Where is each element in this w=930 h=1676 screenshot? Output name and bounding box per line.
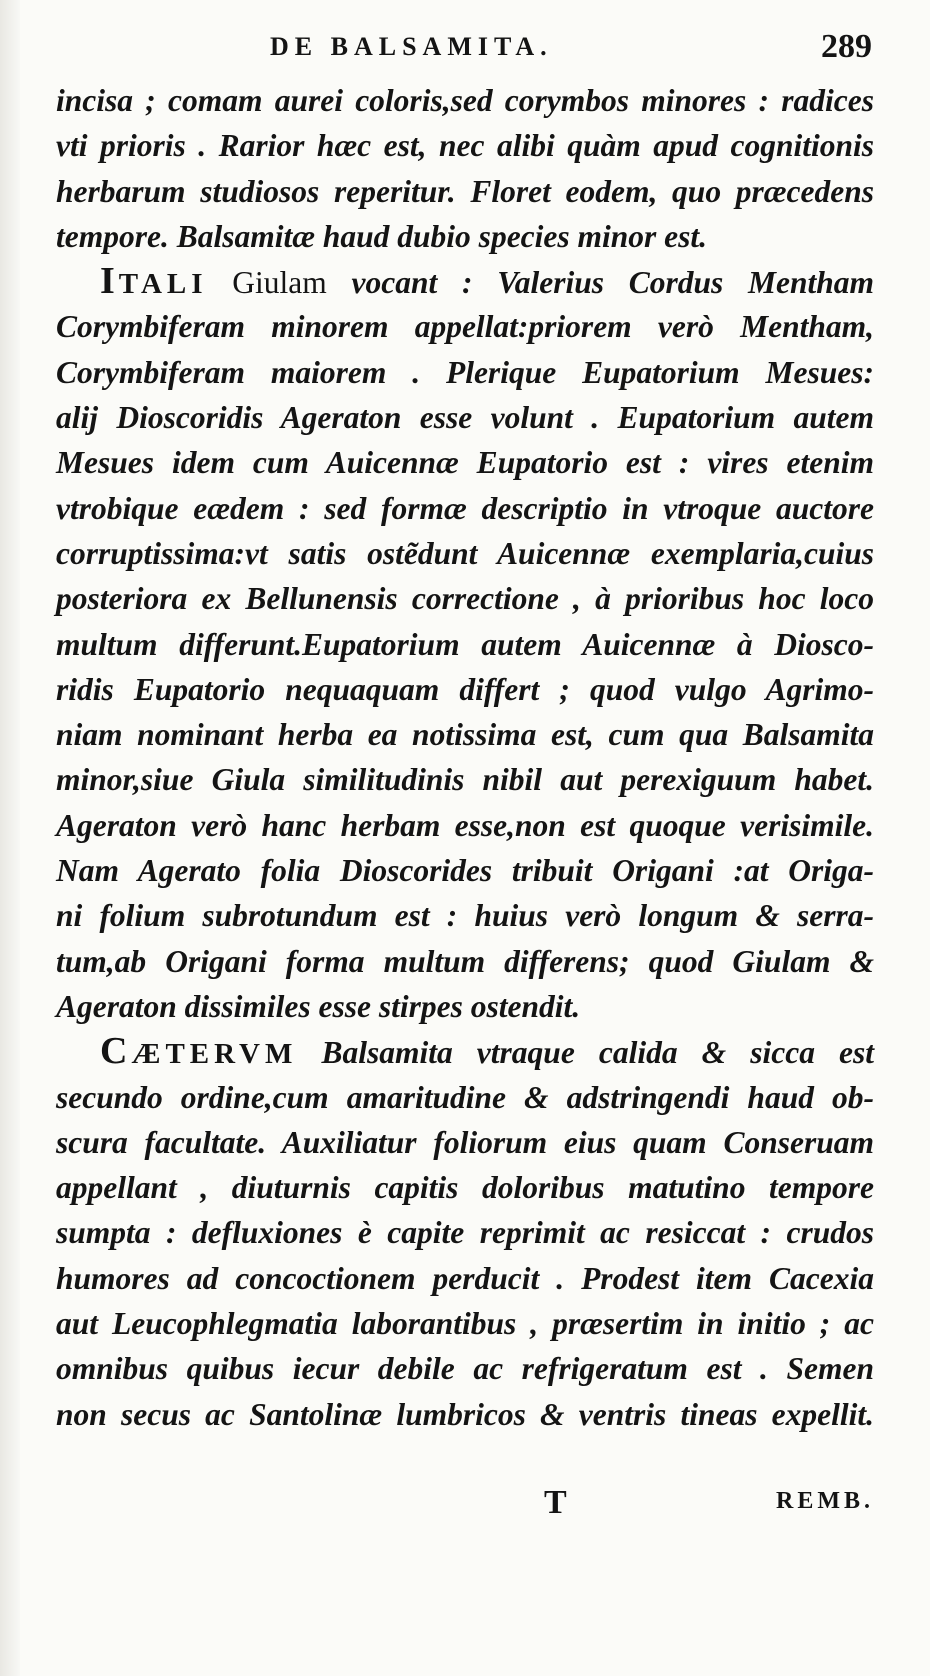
text-line: secundo ordine,cum amaritudine & adstringendi haud ob- xyxy=(56,1079,874,1115)
binding-edge xyxy=(0,0,20,1676)
text-line-rest: Balsamita vtraque calida & sicca est xyxy=(321,1035,875,1071)
smallcaps-word: ÆTERVM xyxy=(131,1038,298,1071)
smallcaps-heading-itali xyxy=(100,260,208,303)
text-line: niam nominant herba ea notissima est, cum qua Balsamita xyxy=(56,717,874,753)
text-line: tum,ab Origani forma multum differens; quod Giulam & xyxy=(56,943,874,979)
text-line: scura facultate. Auxiliatur foliorum eius quam Conseruam xyxy=(56,1124,874,1160)
text-line: appellant , diuturnis capitis doloribus matutino tempore xyxy=(56,1170,874,1206)
body-text xyxy=(56,78,874,1437)
text-line: incisa ; comam aurei coloris,sed corymbos minores : radices xyxy=(56,83,874,118)
smallcaps-heading-ceterum xyxy=(100,1030,298,1073)
text-line: posteriora ex Bellunensis correctione , à prioribus hoc loco xyxy=(56,581,874,617)
paragraph-itali-first-line xyxy=(56,259,874,304)
text-line: Corymbiferam maiorem . Plerique Eupatorium Mesues: xyxy=(56,354,874,390)
text-line: minor,siue Giula similitudinis nibil aut perexiguum habet. xyxy=(56,762,874,798)
page-number: 289 xyxy=(821,28,872,65)
text-line: ridis Eupatorio nequaquam differt ; quod vulgo Agrimo- xyxy=(56,671,874,707)
text-line: multum differunt.Eupatorium autem Auicennæ à Diosco- xyxy=(56,626,874,662)
running-title: DE BALSAMITA. xyxy=(270,32,553,61)
text-line: Ageraton dissimiles esse stirpes ostendit. xyxy=(56,988,581,1024)
text-line: sumpta : defluxiones è capite reprimit ac resiccat : crudos xyxy=(56,1215,874,1251)
initial-letter: I xyxy=(100,260,119,303)
text-line: aut Leucophlegmatia laborantibus , præsertim in initio ; ac xyxy=(56,1306,874,1342)
text-line: Nam Agerato folia Dioscorides tribuit Origani :at Origa- xyxy=(56,853,874,889)
smallcaps-word: TALI xyxy=(118,268,208,301)
text-line-rest: vocant : Valerius Cordus Mentham xyxy=(351,265,875,301)
text-line: omnibus quibus iecur debile ac refrigeratum est . Semen xyxy=(56,1351,874,1387)
text-line: ni folium subrotundum est : huius verò longum & serra- xyxy=(56,898,874,934)
text-line: herbarum studiosos reperitur. Floret eodem, quo præcedens xyxy=(56,173,874,209)
page-footer xyxy=(56,1484,874,1534)
text-line: tempore. Balsamitæ haud dubio species minor est. xyxy=(56,218,708,254)
text-line: corruptissima:vt satis ostẽdunt Auicennæ exemplaria,cuius xyxy=(56,535,874,571)
roman-word: Giulam xyxy=(232,265,327,301)
text-line: vti prioris . Rarior hæc est, nec alibi quàm apud cognitionis xyxy=(56,128,874,164)
catchword: REMB. xyxy=(776,1488,874,1514)
signature-mark: T xyxy=(544,1484,567,1521)
text-line: vtrobique eædem : sed formæ descriptio in vtroque auctore xyxy=(56,490,874,526)
text-line: Corymbiferam minorem appellat:priorem verò Mentham, xyxy=(56,309,874,345)
text-line: humores ad concoctionem perducit . Prodest item Cacexia xyxy=(56,1260,874,1296)
text-line: alij Dioscoridis Ageraton esse volunt . Eupatorium autem xyxy=(56,400,874,436)
page-header xyxy=(58,28,872,72)
text-line: non secus ac Santolinæ lumbricos & ventris tineas expellit. xyxy=(56,1396,874,1432)
initial-letter: C xyxy=(100,1030,132,1073)
text-line: Ageraton verò hanc herbam esse,non est quoque verisimile. xyxy=(56,807,874,843)
paragraph-ceterum-first-line xyxy=(56,1029,874,1074)
text-line: Mesues idem cum Auicennæ Eupatorio est : vires etenim xyxy=(56,445,874,481)
